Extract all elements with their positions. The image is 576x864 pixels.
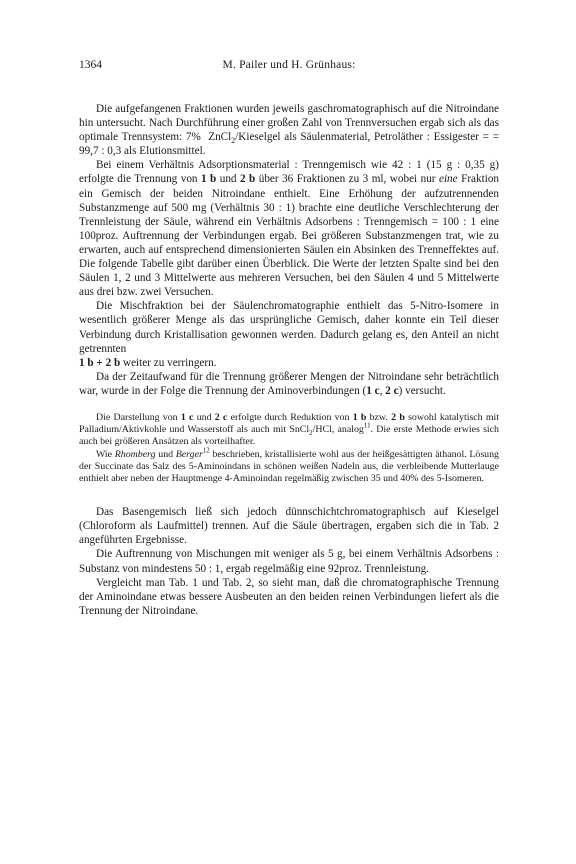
compound-ref: 2 b <box>239 173 256 186</box>
paragraph-ratio: Bei einem Verhältnis Adsorptionsmaterial : Trenngemisch wie 42 : 1 (15 g : 0,35 g) erfolgte die Trennung von 1 b und 2 b über 36 Fraktionen zu 3 ml, wobei nur eine Fraktion ein Gemisch der beiden Nitroindane enthielt. Eine Erhöhung der aufzutrennenden Substanzmenge auf 500 mg (Verhältnis 30 : 1) brachte eine deutliche Verschlechterung der Trennleistung der Säule, während ein Verhältnis Adsorbens : Trenngemisch = 100 : 1 eine 100proz. Auftrennung der Verbindungen ergab. Bei größeren Substanzmengen trat, wie zu erwarten, auch auf entsprechend dimensionierten Säulen ein Absinken des Trenneffektes auf. Die folgende Tabelle gibt darüber einen Überblick. Die Werte der letzten Spalte sind bei den Säulen 1, 2 und 3 Mittelwerte aus mehreren Versuchen, bei den Säulen 4 und 5 Mittelwerte aus drei bzw. zwei Versuchen. <box>79 159 500 299</box>
paragraph-mixed-fraction: Die Mischfraktion bei der Säulenchromatographie enthielt das 5-Nitro-Isomere in wesentlich größerer Menge als das ursprüngliche Gemisch, daher konnte ein Teil dieser Verbindung durch Kristallisation gewonnen werden. Dadurch gelang es, den Anteil an nicht getrennten 1 b + 2 b weiter zu verringern. <box>79 300 499 369</box>
paragraph-small-mixtures: Die Auftrennung von Mischungen mit weniger als 5 g, bei einem Verhältnis Adsorbens : Substanz von mindestens 50 : 1, ergab regelmäßig eine 92proz. Trennleistung. <box>79 548 499 575</box>
running-title: M. Pailer und H. Grünhaus: <box>222 59 356 71</box>
body-text <box>79 102 499 618</box>
small-paragraph-succinates: Wie Rhomberg und Berger$^{12}$ beschrieben, kristallisierte wohl aus der heißgesättigten äthanol. Lösung der Succinate das Salz des 5-Aminoindans in schönen weißen Nadeln aus, die verbleibende Mutterlauge enthielt aber neben der Hauptmenge 4-Aminoindan regelmäßig zwischen 35 und 40% des 5-Isomeren. <box>79 447 499 484</box>
author-name: Rhomberg <box>114 448 156 460</box>
compound-ref: 1 b + 2 b <box>79 356 121 369</box>
small-print-block <box>79 412 499 485</box>
compound-ref: 1 c <box>366 384 380 397</box>
footnote-ref: 11 <box>363 422 371 430</box>
paragraph-comparison: Vergleicht man Tab. 1 und Tab. 2, so sieht man, daß die chromatographische Trennung der Aminoindane etwas bessere Ausbeuten an den beiden reinen Verbindungen liefert als die Trennung der Nitroindane. <box>79 576 499 617</box>
paragraph-amino-separation: Da der Zeitaufwand für die Trennung größerer Mengen der Nitroindane sehr beträchtlich war, wurde in der Folge die Trennung der Aminoverbindungen (1 c, 2 c) versucht. <box>79 370 499 397</box>
paragraph-fractions: Die aufgefangenen Fraktionen wurden jeweils gaschromatographisch auf die Nitroindane hin untersucht. Nach Durchführung einer großen Zahl von Trennversuchen ergab sich als das optimale Trennsystem: 7% ZnCl$_2$/Kieselgel als Säulenmaterial, Petroläther : Essigester = = 99,7 : 0,3 als Elutionsmittel. <box>79 103 500 158</box>
author-name: Berger <box>175 448 203 460</box>
page-number: 1364 <box>79 59 102 71</box>
footnote-ref: 12 <box>202 447 210 455</box>
compound-ref: 1 b <box>200 173 217 186</box>
paragraph-base-mixture: Das Basengemisch ließ sich jedoch dünnschichtchromatographisch auf Kieselgel (Chloroform als Laufmittel) trennen. Auf die Säule übertragen, ergaben sich die in Tab. 2 angeführten Ergebnisse. <box>79 506 499 547</box>
small-paragraph-preparation: Die Darstellung von 1 c und 2 c erfolgte durch Reduktion von 1 b bzw. 2 b sowohl katalytisch mit Palladium/Aktivkohle und Wasserstoff als auch mit SnCl$_2$/HCl, analog$^{11}$. Die erste Methode erwies sich auch bei größeren Ansätzen als vorteilhafter. <box>79 411 500 448</box>
compound-ref: 2 c <box>385 384 399 397</box>
